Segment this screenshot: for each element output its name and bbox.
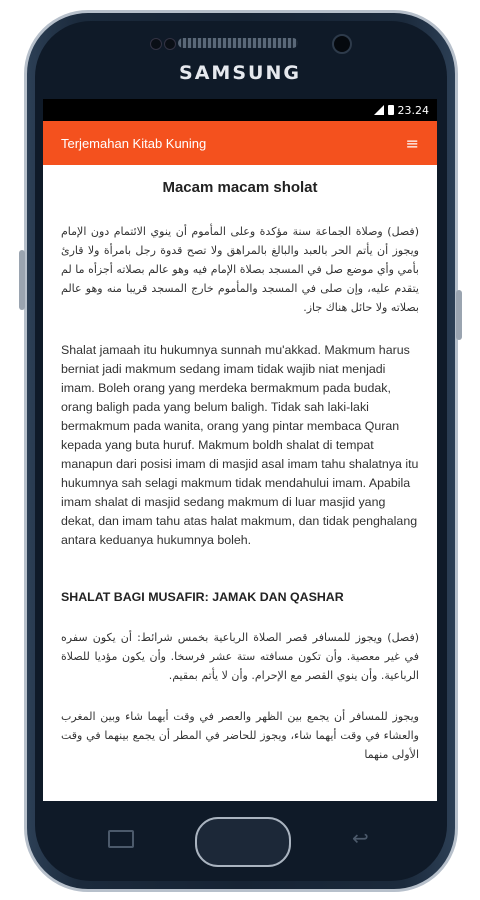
battery-icon	[388, 105, 394, 115]
arabic-text-1: (فصل) وصلاة الجماعة سنة مؤكدة وعلى المأموم أن ينوي الائتمام دون الإمام ويجوز أن يأتم الحر بالعبد والبالغ بالمراهق ولا تصح قدوة رجل بامرأة ولا قارئ بأمي وأي موضع صل في المسجد بصلاة الإمام فيه وهو عالم بصلاته أجزأه ما لم يتقدم عليه، وإن صلى في المسجد والمأموم خارج المسجد قريبا منه وهو عالم بصلاته ولا حائل هناك جاز.	[61, 225, 419, 314]
light-sensor	[164, 38, 176, 50]
back-icon[interactable]: ↩	[352, 826, 369, 850]
article-title: Macam macam sholat	[162, 179, 318, 196]
front-camera	[332, 34, 352, 54]
recent-apps-icon[interactable]	[108, 830, 134, 848]
power-button	[456, 290, 462, 340]
app-title: Terjemahan Kitab Kuning	[61, 135, 207, 151]
translation-paragraph-1: Shalat jamaah itu hukumnya sunnah mu'akkad. Makmum harus berniat jadi makmum sedang imam tidak wajib niat menjadi imam. Boleh orang yang merdeka bermakmum pada budak, orang baligh pada yang belum baligh. Tidak sah laki-laki bermakmum pada wanita, orang yang pintar membaca Quran kepada yang buta huruf. Makmum boldh shalat di tempat manapun dari posisi imam di masjid asal imam tahu shalatnya itu hukumnya sah selagi makmum tidak mendahului imam. Apabila imam shalat di masjid sedang makmum di luar masjid yang dekat, dan imam tahu atas halat makmum, dan tidak penghalang antara keduanya hukumnya boleh.	[61, 343, 419, 547]
signal-icon	[374, 105, 384, 115]
status-time: 23.24	[397, 103, 429, 117]
app-screen	[43, 99, 437, 801]
home-button[interactable]	[195, 817, 291, 867]
arabic-text-3: ويجوز للمسافر أن يجمع بين الظهر والعصر في وقت أيهما شاء وبين المغرب والعشاء في وقت أيهما شاء، ويجوز للحاضر في المطر أن يجمع بينهما في وقت الأولى منهما	[61, 710, 419, 761]
device-brand: SAMSUNG	[179, 62, 301, 84]
arabic-text-2: (فصل) ويجوز للمسافر قصر الصلاة الرباعية بخمس شرائط: أن يكون سفره في غير معصية. وأن تكون مسافته ستة عشر فرسخا. وأن يكون مؤديا للصلاة الرباعية. وأن ينوي القصر مع الإحرام. وأن لا يأتم بمقيم.	[61, 631, 419, 682]
status-bar	[43, 99, 437, 121]
menu-icon[interactable]: ≡	[405, 133, 419, 153]
app-bar	[43, 121, 437, 165]
article-content[interactable]	[43, 165, 437, 764]
section-heading: SHALAT BAGI MUSAFIR: JAMAK DAN QASHAR	[61, 590, 344, 604]
volume-button	[19, 250, 25, 310]
proximity-sensor	[150, 38, 162, 50]
earpiece-speaker	[178, 38, 298, 48]
